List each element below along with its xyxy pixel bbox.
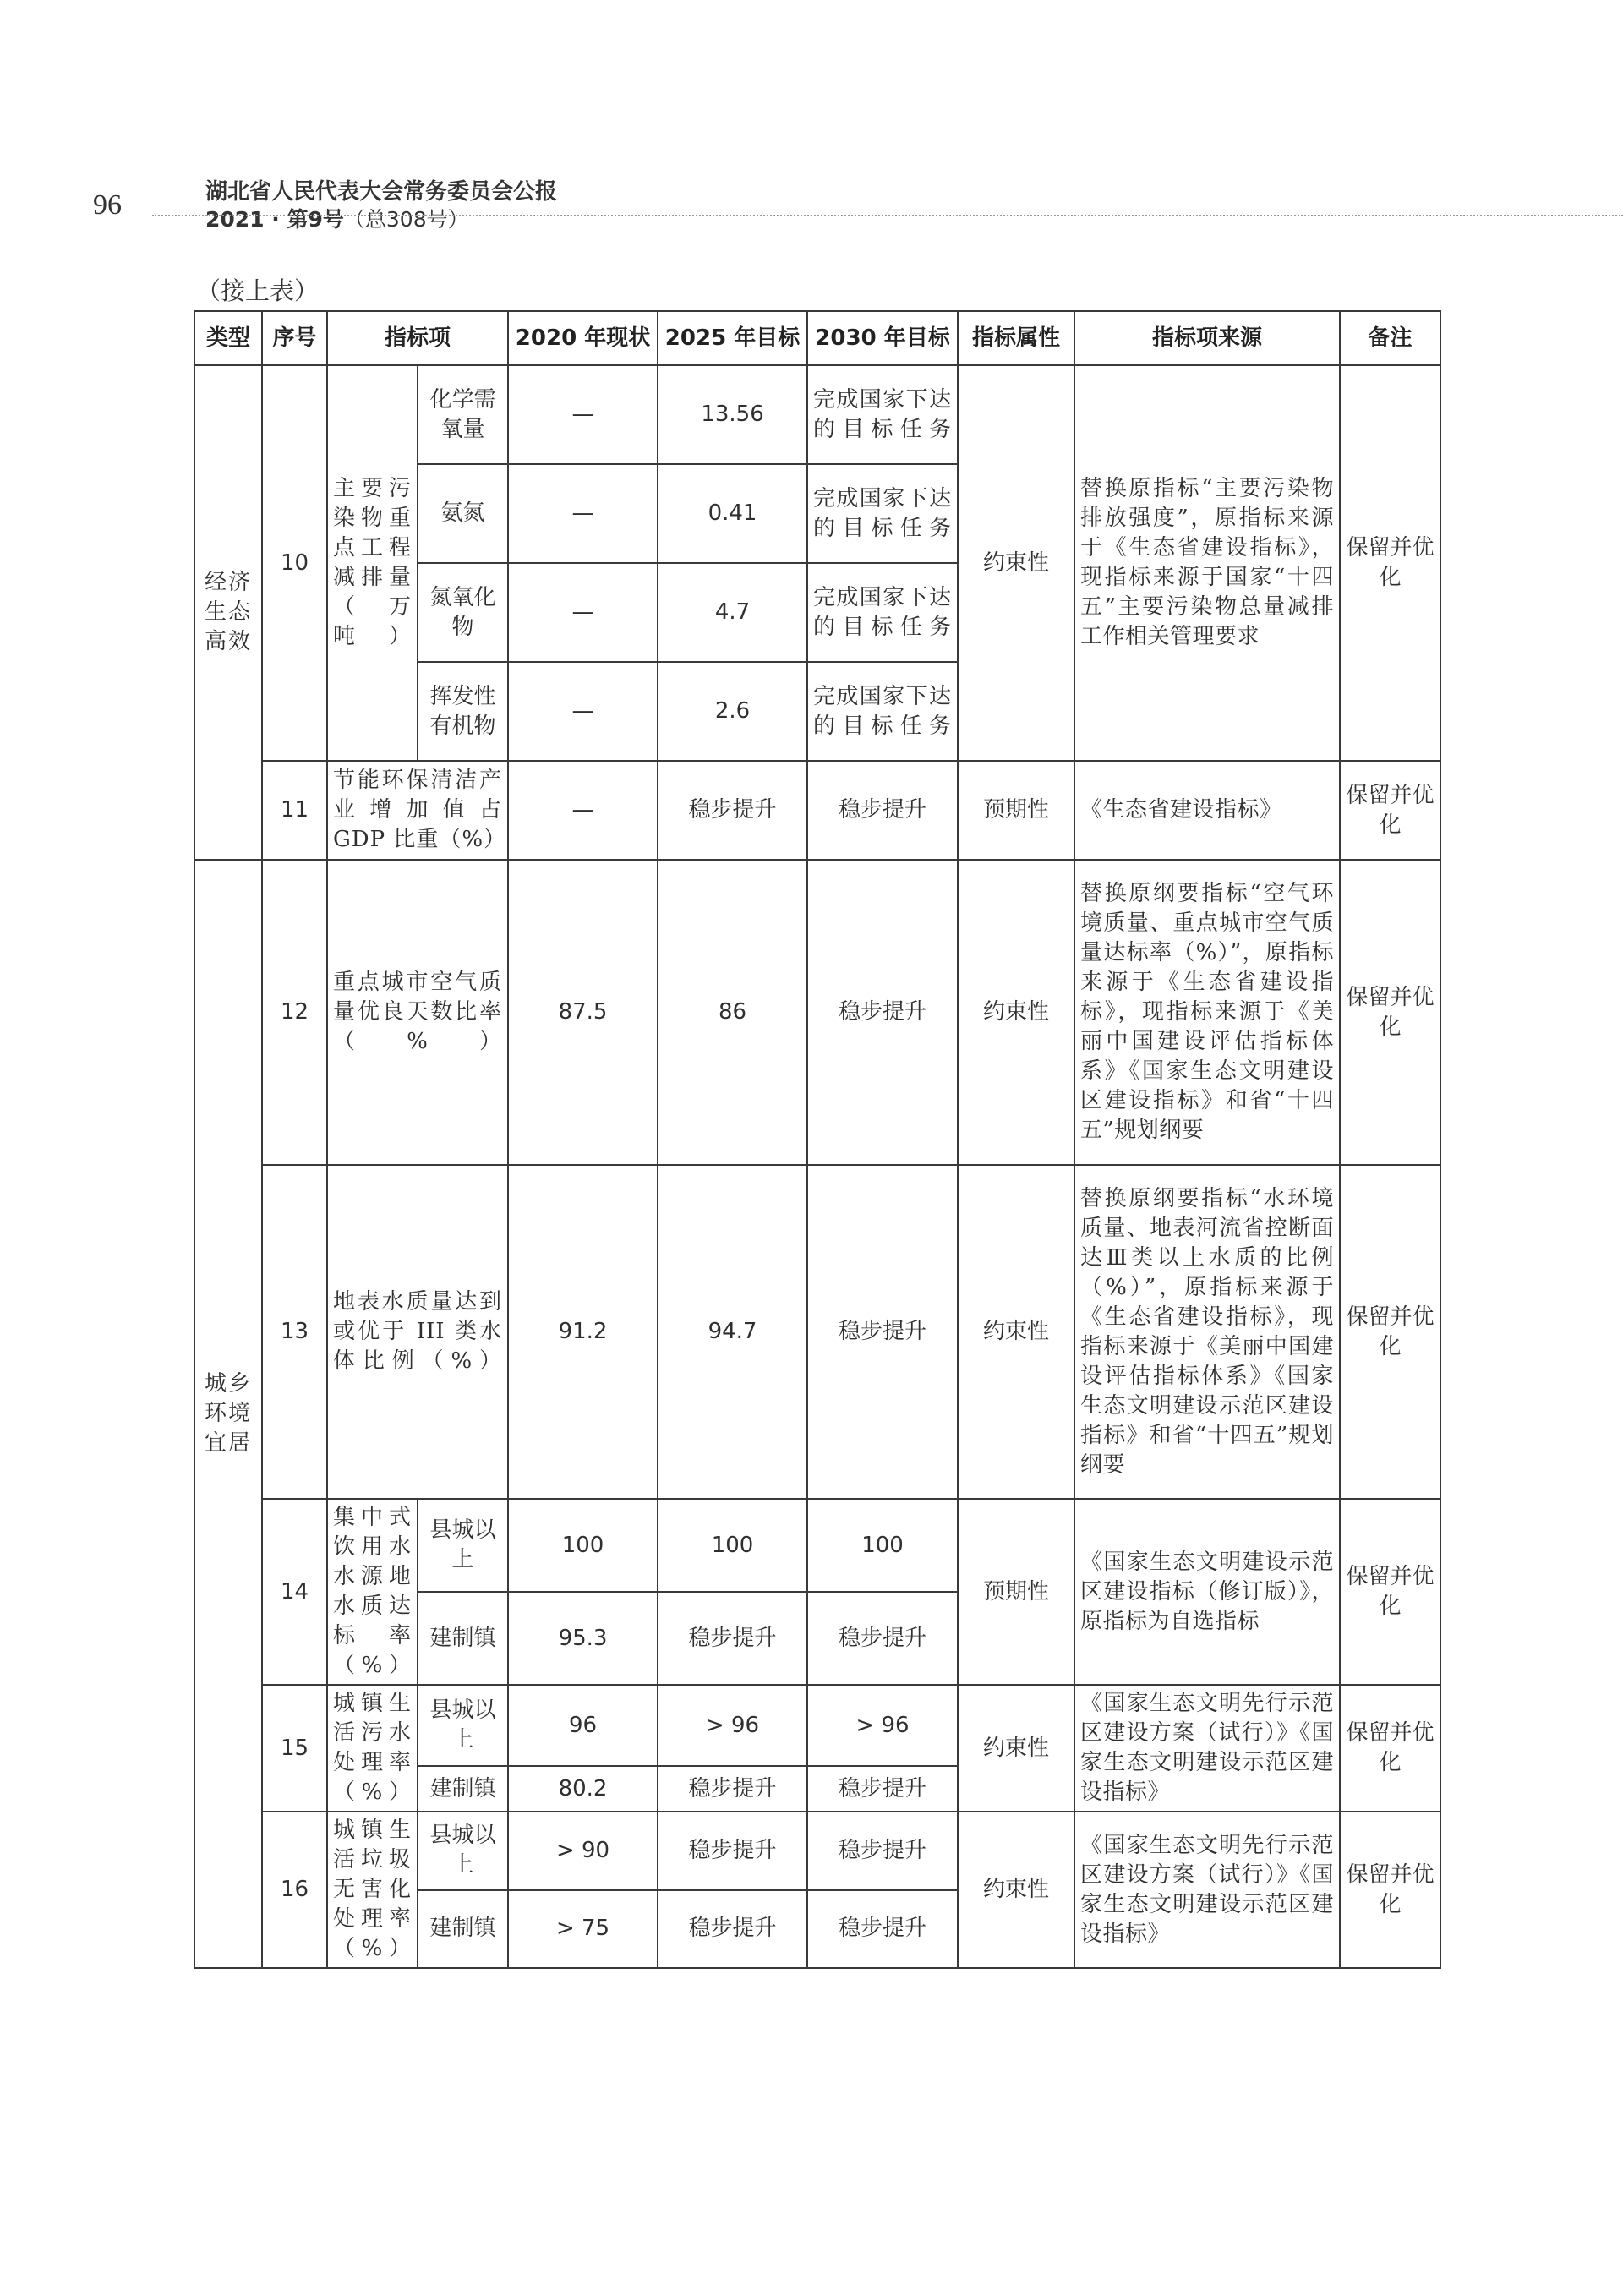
sub-indicator: 挥发性有机物 <box>418 662 508 761</box>
indicator-attr: 预期性 <box>958 1499 1074 1685</box>
value-2030: 完成国家下达的目标任务 <box>807 365 958 464</box>
indicator-source: 替换原纲要指标“空气环境质量、重点城市空气质量达标率（%）”，原指标来源于《生态省建设指标》，现指标来源于《美丽中国建设评估指标体系》《国家生态文明建设区建设指标》和省“十四五”规划纲要 <box>1074 860 1340 1165</box>
issue-line <box>205 203 469 233</box>
sub-indicator: 建制镇 <box>418 1890 508 1969</box>
value-2025: 86 <box>658 860 807 1165</box>
indicator-attr: 约束性 <box>958 1685 1074 1812</box>
indicator-attr: 约束性 <box>958 1165 1074 1499</box>
value-2030: 稳步提升 <box>807 1890 958 1969</box>
row-number: 10 <box>262 365 327 761</box>
sub-indicator: 县城以上 <box>418 1685 508 1766</box>
indicator-attr: 约束性 <box>958 860 1074 1165</box>
value-2020: 96 <box>508 1685 658 1766</box>
value-2030: 稳步提升 <box>807 1165 958 1499</box>
indicator-source: 替换原指标“主要污染物排放强度”，原指标来源于《生态省建设指标》，现指标来源于国家“十四五”主要污染物总量减排工作相关管理要求 <box>1074 365 1340 761</box>
table-row <box>194 1499 1440 1592</box>
value-2030: 完成国家下达的目标任务 <box>807 563 958 662</box>
col-header-note: 备注 <box>1340 311 1440 365</box>
row-number: 15 <box>262 1685 327 1812</box>
value-2025: 稳步提升 <box>658 1592 807 1685</box>
value-2020: 95.3 <box>508 1592 658 1685</box>
value-2030: 稳步提升 <box>807 1812 958 1890</box>
value-2020: — <box>508 563 658 662</box>
indicator-source: 《国家生态文明先行示范区建设方案（试行）》《国家生态文明建设示范区建设指标》 <box>1074 1685 1340 1812</box>
indicator-table <box>194 310 1441 1969</box>
value-2030: > 96 <box>807 1685 958 1766</box>
indicator-name: 城镇生活污水处理率（%） <box>327 1685 418 1812</box>
indicator-source: 《国家生态文明先行示范区建设方案（试行）》《国家生态文明建设示范区建设指标》 <box>1074 1812 1340 1968</box>
value-2025: 稳步提升 <box>658 1812 807 1890</box>
sub-indicator: 建制镇 <box>418 1766 508 1812</box>
indicator-source: 替换原纲要指标“水环境质量、地表河流省控断面达Ⅲ类以上水质的比例（%）”，原指标来源于《生态省建设指标》，现指标来源于《美丽中国建设评估指标体系》《国家生态文明建设示范区建设指标》和省“十四五”规划纲要 <box>1074 1165 1340 1499</box>
value-2030: 100 <box>807 1499 958 1592</box>
indicator-attr: 预期性 <box>958 761 1074 860</box>
col-header-seq: 序号 <box>262 311 327 365</box>
sub-indicator: 化学需氧量 <box>418 365 508 464</box>
table-row <box>194 365 1440 464</box>
value-2030: 完成国家下达的目标任务 <box>807 464 958 563</box>
indicator-note: 保留并优化 <box>1340 1165 1440 1499</box>
publication-title: 湖北省人民代表大会常务委员会公报 <box>205 179 558 205</box>
indicator-name: 节能环保清洁产业增加值占 GDP 比重（%） <box>327 761 508 860</box>
category-economy: 经济生态高效 <box>194 365 262 860</box>
col-header-2025: 2025 年目标 <box>658 311 807 365</box>
category-habitat: 城乡环境宜居 <box>194 860 262 1968</box>
value-2020: > 75 <box>508 1890 658 1969</box>
table-row <box>194 1812 1440 1890</box>
row-number: 13 <box>262 1165 327 1499</box>
col-header-source: 指标项来源 <box>1074 311 1340 365</box>
indicator-source: 《生态省建设指标》 <box>1074 761 1340 860</box>
issue-total: （总308号） <box>343 207 469 232</box>
value-2030: 稳步提升 <box>807 761 958 860</box>
value-2030: 稳步提升 <box>807 860 958 1165</box>
value-2025: 0.41 <box>658 464 807 563</box>
value-2025: 稳步提升 <box>658 1766 807 1812</box>
table-row <box>194 1685 1440 1766</box>
value-2030: 稳步提升 <box>807 1592 958 1685</box>
value-2025: > 96 <box>658 1685 807 1766</box>
header-divider <box>152 215 1623 216</box>
value-2025: 13.56 <box>658 365 807 464</box>
value-2025: 100 <box>658 1499 807 1592</box>
row-number: 12 <box>262 860 327 1165</box>
indicator-attr: 约束性 <box>958 1812 1074 1968</box>
indicator-note: 保留并优化 <box>1340 1685 1440 1812</box>
value-2030: 完成国家下达的目标任务 <box>807 662 958 761</box>
value-2020: 80.2 <box>508 1766 658 1812</box>
indicator-note: 保留并优化 <box>1340 365 1440 761</box>
col-header-type: 类型 <box>194 311 262 365</box>
value-2020: — <box>508 365 658 464</box>
value-2020: > 90 <box>508 1812 658 1890</box>
indicator-name: 重点城市空气质量优良天数比率（%） <box>327 860 508 1165</box>
indicator-note: 保留并优化 <box>1340 1499 1440 1685</box>
table-header-row <box>194 311 1440 365</box>
indicator-name: 主要污染物重点工程减排量（万吨） <box>327 365 418 761</box>
indicator-note: 保留并优化 <box>1340 761 1440 860</box>
sub-indicator: 建制镇 <box>418 1592 508 1685</box>
issue-year: 2021 · 第9号 <box>205 207 344 232</box>
value-2020: 87.5 <box>508 860 658 1165</box>
value-2020: 91.2 <box>508 1165 658 1499</box>
indicator-attr: 约束性 <box>958 365 1074 761</box>
value-2020: 100 <box>508 1499 658 1592</box>
indicator-note: 保留并优化 <box>1340 1812 1440 1968</box>
row-number: 14 <box>262 1499 327 1685</box>
table-row <box>194 761 1440 860</box>
col-header-2030: 2030 年目标 <box>807 311 958 365</box>
indicator-name: 地表水质量达到或优于 III 类水体比例（%） <box>327 1165 508 1499</box>
value-2025: 2.6 <box>658 662 807 761</box>
page-number: 96 <box>93 189 122 221</box>
sub-indicator: 县城以上 <box>418 1499 508 1592</box>
value-2020: — <box>508 761 658 860</box>
continued-label: （接上表） <box>196 276 320 305</box>
table-row <box>194 860 1440 1165</box>
value-2025: 稳步提升 <box>658 761 807 860</box>
row-number: 11 <box>262 761 327 860</box>
col-header-2020: 2020 年现状 <box>508 311 658 365</box>
value-2025: 94.7 <box>658 1165 807 1499</box>
value-2030: 稳步提升 <box>807 1766 958 1812</box>
sub-indicator: 氮氧化物 <box>418 563 508 662</box>
value-2025: 4.7 <box>658 563 807 662</box>
value-2020: — <box>508 662 658 761</box>
col-header-indicator: 指标项 <box>327 311 508 365</box>
indicator-name: 城镇生活垃圾无害化处理率（%） <box>327 1812 418 1968</box>
value-2025: 稳步提升 <box>658 1890 807 1969</box>
indicator-source: 《国家生态文明建设示范区建设指标（修订版）》，原指标为自选指标 <box>1074 1499 1340 1685</box>
table-row <box>194 1165 1440 1499</box>
row-number: 16 <box>262 1812 327 1968</box>
sub-indicator: 氨氮 <box>418 464 508 563</box>
indicator-note: 保留并优化 <box>1340 860 1440 1165</box>
value-2020: — <box>508 464 658 563</box>
col-header-attr: 指标属性 <box>958 311 1074 365</box>
sub-indicator: 县城以上 <box>418 1812 508 1890</box>
indicator-name: 集中式饮用水水源地水质达标率（%） <box>327 1499 418 1685</box>
